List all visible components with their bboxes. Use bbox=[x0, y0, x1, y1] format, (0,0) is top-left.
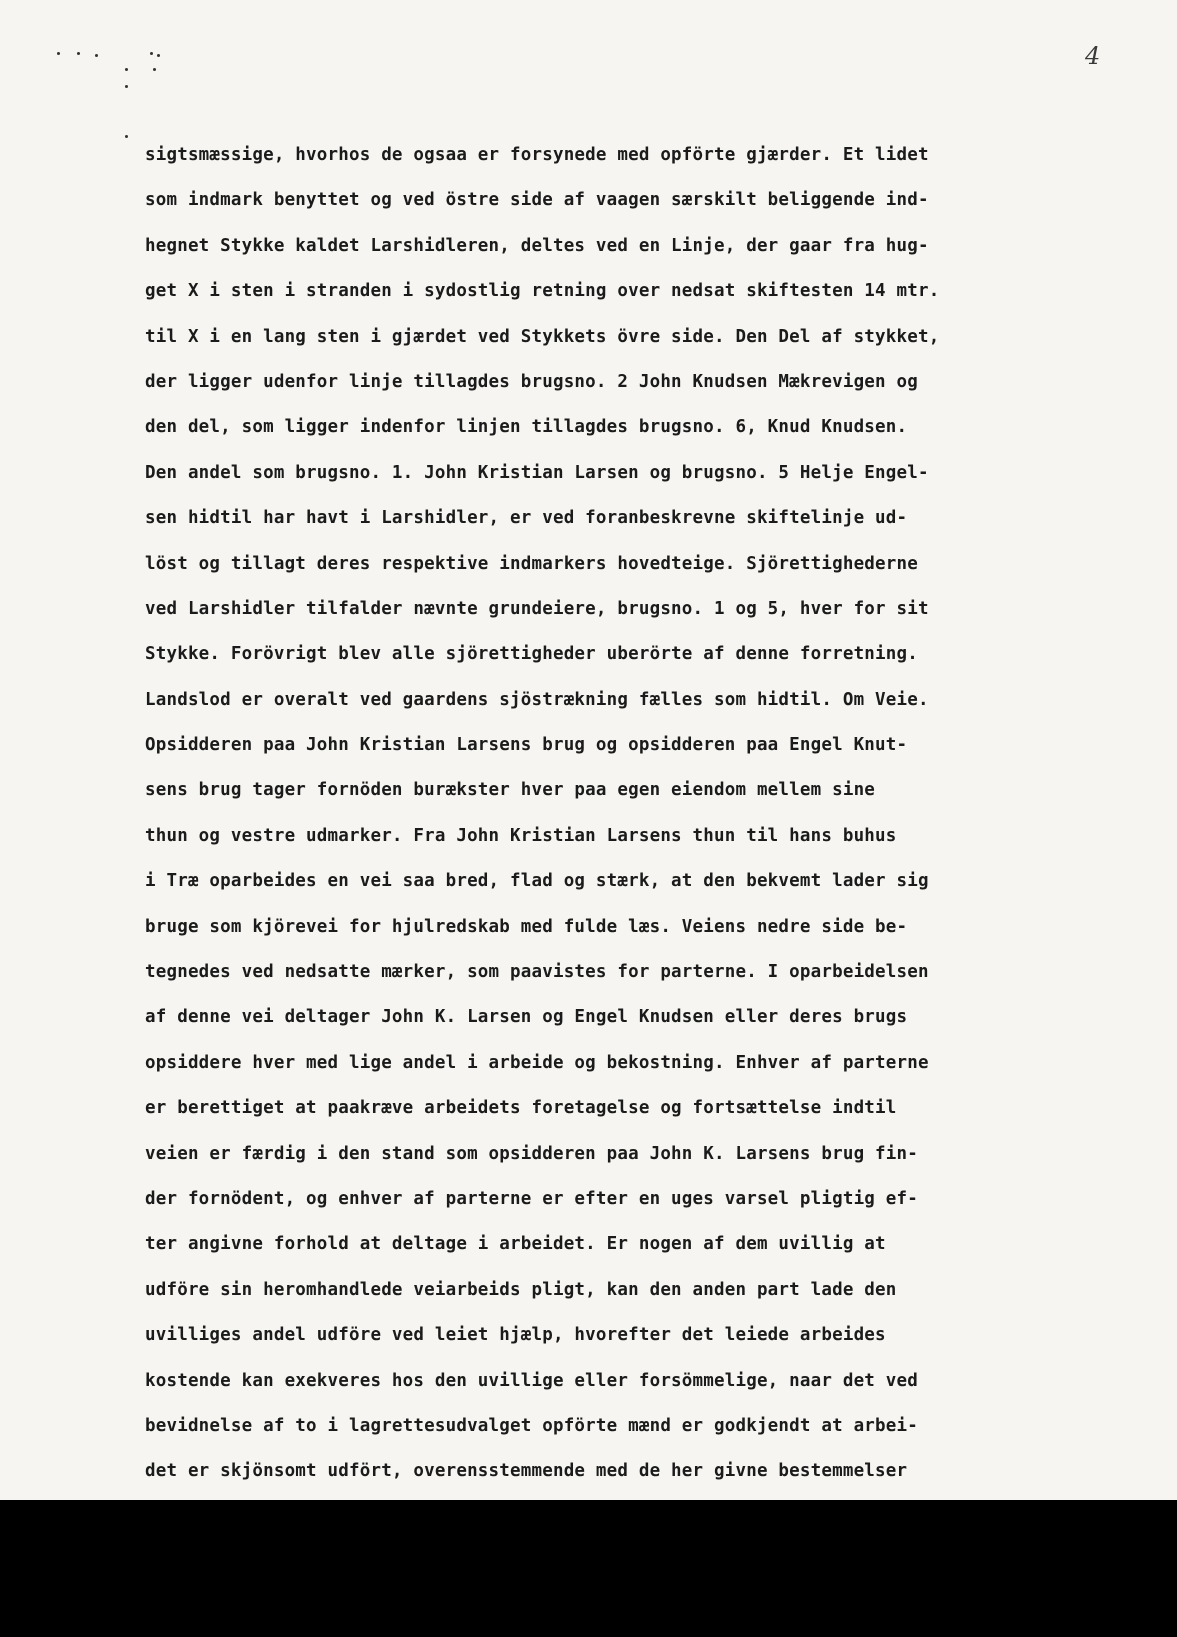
text-line: som indmark benyttet og ved östre side af vaagen særskilt beliggende ind- bbox=[145, 190, 929, 211]
text-line: sigtsmæssige, hvorhos de ogsaa er forsynede med opförte gjærder. Et lidet bbox=[145, 145, 929, 165]
text-line: Landslod er overalt ved gaardens sjöstrækning fælles som hidtil. Om Veie. bbox=[145, 689, 929, 710]
text-line: Den andel som brugsno. 1. John Kristian Larsen og brugsno. 5 Helje Engel- bbox=[145, 462, 929, 483]
text-line: uvilliges andel udföre ved leiet hjælp, hvorefter det leiede arbeides bbox=[145, 1325, 886, 1346]
text-line: hegnet Stykke kaldet Larshidleren, deltes ved en Linje, der gaar fra hug- bbox=[145, 235, 929, 256]
text-line: bruge som kjörevei for hjulredskab med fulde læs. Veiens nedre side be- bbox=[145, 916, 908, 937]
text-line: til X i en lang sten i gjærdet ved Stykkets övre side. Den Del af stykket, bbox=[145, 326, 940, 347]
text-line: löst og tillagt deres respektive indmarkers hovedteige. Sjörettighederne bbox=[145, 553, 918, 574]
text-line: i Træ oparbeides en vei saa bred, flad og stærk, at den bekvemt lader sig bbox=[145, 871, 929, 892]
text-line: der ligger udenfor linje tillagdes brugsno. 2 John Knudsen Mækrevigen og bbox=[145, 371, 918, 392]
text-line: udföre sin heromhandlede veiarbeids pligt, kan den anden part lade den bbox=[145, 1279, 897, 1300]
text-line: veien er færdig i den stand som opsidderen paa John K. Larsens brug fin- bbox=[145, 1143, 918, 1164]
text-line: thun og vestre udmarker. Fra John Kristian Larsens thun til hans buhus bbox=[145, 825, 897, 846]
text-line: er berettiget at paakræve arbeidets foretagelse og fortsættelse indtil bbox=[145, 1098, 897, 1119]
text-line: bevidnelse af to i lagrettesudvalget opförte mænd er godkjendt at arbei- bbox=[145, 1415, 918, 1436]
text-line: get X i sten i stranden i sydostlig retning over nedsat skiftesten 14 mtr. bbox=[145, 281, 940, 302]
text-line: sen hidtil har havt i Larshidler, er ved foranbeskrevne skiftelinje ud- bbox=[145, 508, 908, 529]
text-line: det er skjönsomt udfört, overensstemmende med de her givne bestemmelser bbox=[145, 1461, 908, 1482]
text-line: den del, som ligger indenfor linjen tillagdes brugsno. 6, Knud Knudsen. bbox=[145, 417, 908, 438]
text-line: der fornödent, og enhver af parterne er efter en uges varsel pligtig ef- bbox=[145, 1188, 918, 1209]
text-line: ved Larshidler tilfalder nævnte grundeiere, brugsno. 1 og 5, hver for sit bbox=[145, 598, 929, 619]
text-line: af denne vei deltager John K. Larsen og Engel Knudsen eller deres brugs bbox=[145, 1007, 908, 1028]
text-line: kostende kan exekveres hos den uvillige eller forsömmelige, naar det ved bbox=[145, 1370, 918, 1391]
text-line: ter angivne forhold at deltage i arbeidet. Er nogen af dem uvillig at bbox=[145, 1234, 886, 1255]
text-line: Stykke. Forövrigt blev alle sjörettigheder uberörte af denne forretning. bbox=[145, 644, 918, 665]
text-line: sens brug tager fornöden burækster hver paa egen eiendom mellem sine bbox=[145, 780, 876, 801]
text-line: tegnedes ved nedsatte mærker, som paavistes for parterne. I oparbeidelsen bbox=[145, 962, 929, 983]
text-line: opsiddere hver med lige andel i arbeide og bekostning. Enhver af parterne bbox=[145, 1052, 929, 1073]
page-number: 4 bbox=[1085, 42, 1101, 70]
text-line: Opsidderen paa John Kristian Larsens brug og opsidderen paa Engel Knut- bbox=[145, 735, 908, 756]
document-text bbox=[145, 133, 1145, 1495]
